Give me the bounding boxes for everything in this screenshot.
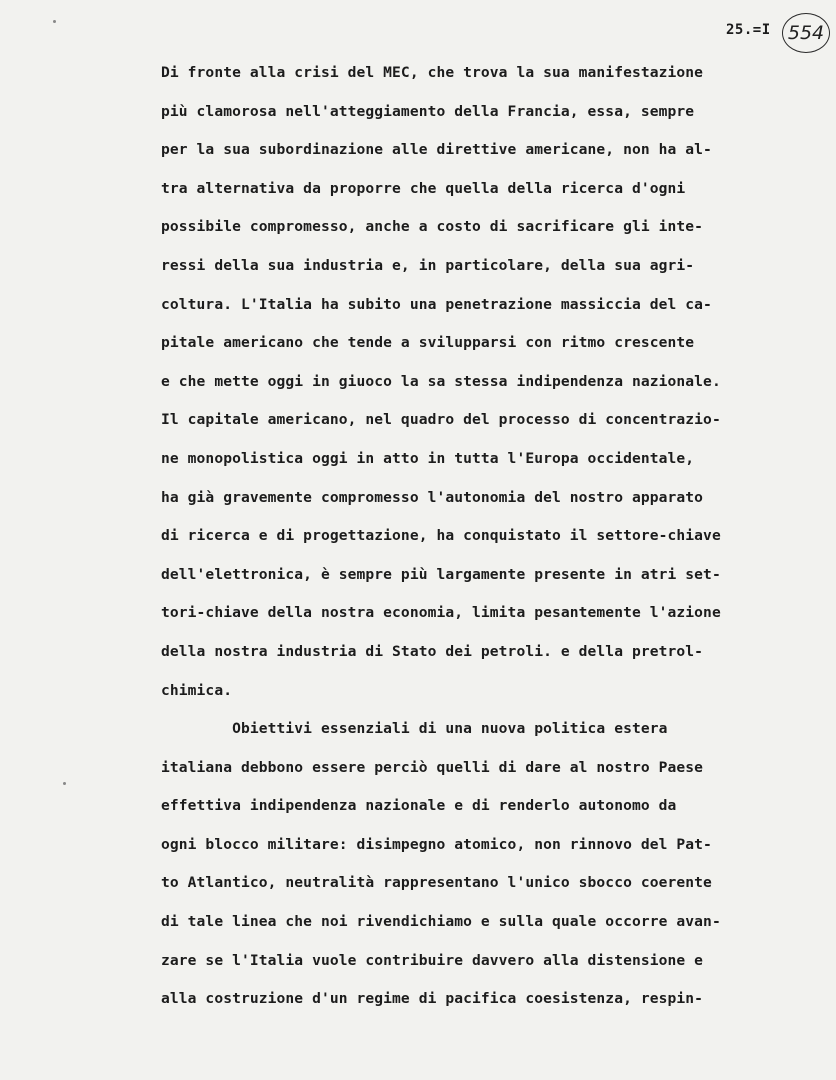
text-line: Di fronte alla crisi del MEC, che trova la sua manifestazione	[161, 64, 704, 81]
text-line: più clamorosa nell'atteggiamento della Francia, essa, sempre	[161, 102, 695, 120]
text-line: ogni blocco militare: disimpegno atomico, non rinnovo del Pat-	[161, 835, 712, 853]
text-line: coltura. L'Italia ha subito una penetrazione massiccia del ca-	[161, 295, 712, 313]
text-line: per la sua subordinazione alle direttive americane, non ha al-	[161, 141, 712, 159]
text-line: e che mette oggi in giuoco la sa stessa indipendenza nazionale.	[161, 372, 721, 390]
text-line: italiana debbono essere perciò quelli di dare al nostro Paese	[161, 758, 704, 776]
body-text	[161, 54, 801, 1019]
text-line: Obiettivi essenziali di una nuova politica estera	[161, 720, 668, 738]
text-line: dell'elettronica, è sempre più largamente presente in atri set-	[161, 565, 721, 583]
text-line: effettiva indipendenza nazionale e di renderlo autonomo da	[161, 797, 677, 815]
text-line: ressi della sua industria e, in particolare, della sua agri-	[161, 256, 695, 274]
paper-speck	[63, 782, 66, 785]
text-line: tra alternativa da proporre che quella della ricerca d'ogni	[161, 179, 686, 197]
text-line: ne monopolistica oggi in atto in tutta l'Europa occidentale,	[161, 449, 695, 467]
text-line: pitale americano che tende a svilupparsi con ritmo crescente	[161, 334, 695, 352]
text-line: di tale linea che noi rivendichiamo e sulla quale occorre avan-	[161, 913, 721, 931]
text-line: possibile compromesso, anche a costo di sacrificare gli inte-	[161, 218, 704, 236]
text-line: Il capitale americano, nel quadro del processo di concentrazio-	[161, 411, 721, 429]
text-line: zare se l'Italia vuole contribuire davvero alla distensione e	[161, 951, 704, 969]
paper-speck	[53, 20, 56, 23]
text-line: chimica.	[161, 681, 233, 699]
text-line: to Atlantico, neutralità rappresentano l'unico sbocco coerente	[161, 874, 712, 892]
page-number: 25.=I	[726, 22, 771, 38]
text-line: alla costruzione d'un regime di pacifica coesistenza, respin-	[161, 990, 704, 1008]
text-line: ha già gravemente compromesso l'autonomia del nostro apparato	[161, 488, 704, 506]
text-line: tori-chiave della nostra economia, limita pesantemente l'azione	[161, 604, 721, 622]
text-line: di ricerca e di progettazione, ha conquistato il settore-chiave	[161, 527, 721, 545]
text-line: della nostra industria di Stato dei petroli. e della pretrol-	[161, 642, 704, 660]
page-stamp: 554	[782, 13, 830, 53]
